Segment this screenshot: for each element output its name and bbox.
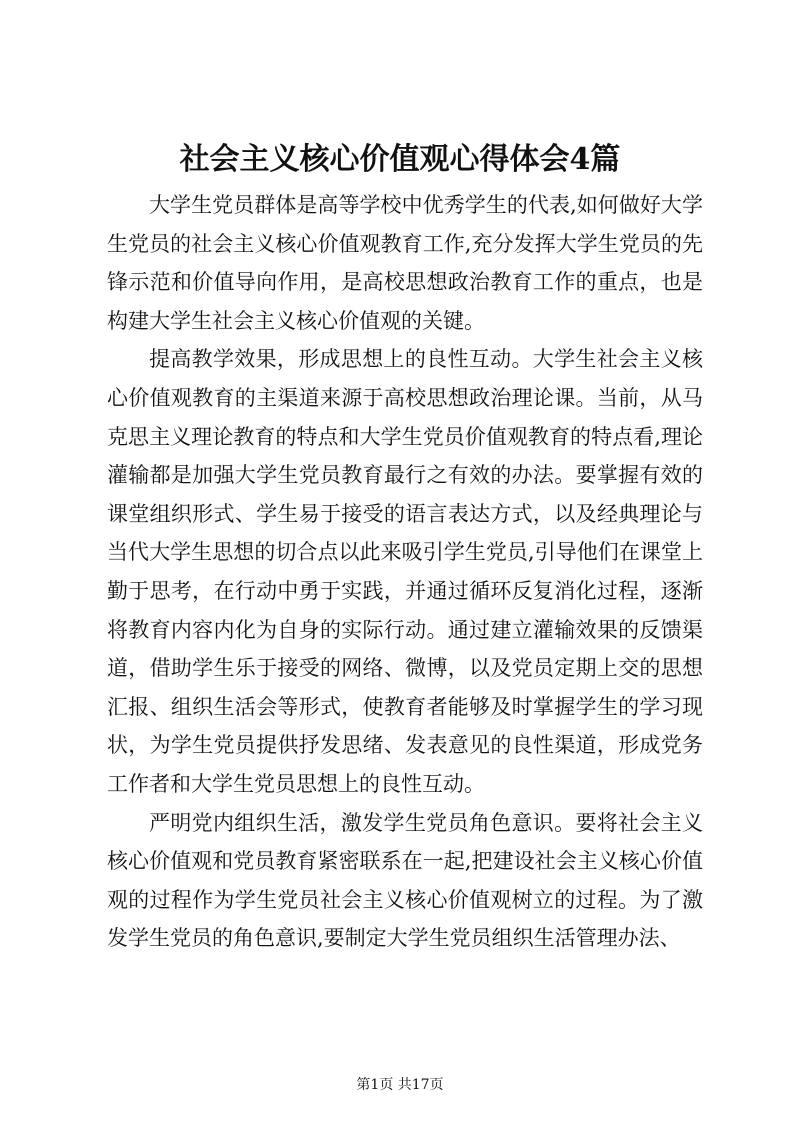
document-body <box>107 186 703 958</box>
document-title: 社会主义核心价值观心得体会4篇 <box>179 142 621 177</box>
paragraph-1: 大学生党员群体是高等学校中优秀学生的代表,如何做好大学生党员的社会主义核心价值观教育工作,充分发挥大学生党员的先锋示范和价值导向作用，是高校思想政治教育工作的重点，也是构建大学生社会主义核心价值观的关键。 <box>107 193 703 333</box>
paragraph-2: 提高教学效果，形成思想上的良性互动。大学生社会主义核心价值观教育的主渠道来源于高校思想政治理论课。当前，从马克思主义理论教育的特点和大学生党员价值观教育的特点看,理论灌输都是加强大学生党员教育最行之有效的办法。要掌握有效的课堂组织形式、学生易于接受的语言表达方式，以及经典理论与当代大学生思想的切合点以此来吸引学生党员,引导他们在课堂上勤于思考，在行动中勇于实践，并通过循环反复消化过程，逐渐将教育内容内化为自身的实际行动。通过建立灌输效果的反馈渠道，借助学生乐于接受的网络、微博，以及党员定期上交的思想汇报、组织生活会等形式，使教育者能够及时掌握学生的学习现状，为学生党员提供抒发思绪、发表意见的良性渠道，形成党务工作者和大学生党员思想上的良性互动。 <box>107 347 703 796</box>
page-footer: 第1页 共17页 <box>356 1077 444 1093</box>
paragraph-3: 严明党内组织生活，激发学生党员角色意识。要将社会主义核心价值观和党员教育紧密联系在一起,把建设社会主义核心价值观的过程作为学生党员社会主义核心价值观树立的过程。为了激发学生党员的角色意识,要制定大学生党员组织生活管理办法、 <box>107 810 703 951</box>
